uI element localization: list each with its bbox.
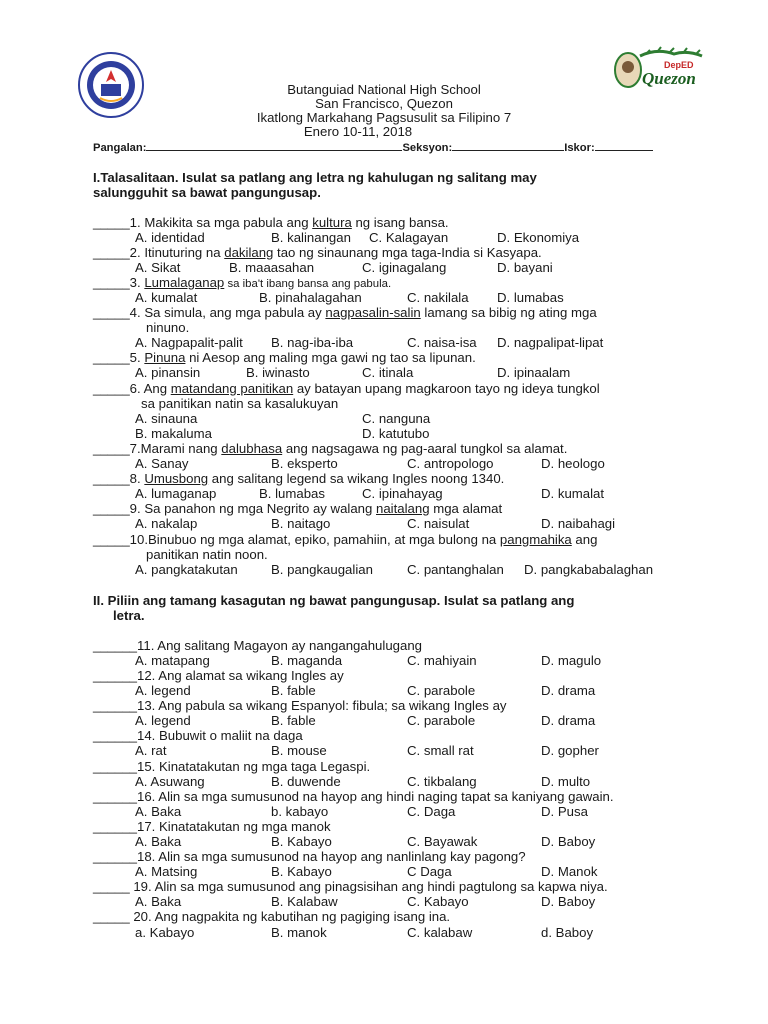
school-name: Butanguiad National High School <box>287 82 481 97</box>
score-field[interactable] <box>595 140 653 151</box>
name-label: Pangalan: <box>93 142 147 154</box>
section-field[interactable] <box>452 140 564 151</box>
exam-title: Ikatlong Markahang Pagsusulit sa Filipino 7 <box>256 110 512 125</box>
student-info-fields <box>93 140 653 155</box>
svg-text:DepED: DepED <box>664 60 694 70</box>
name-field[interactable] <box>146 140 402 151</box>
score-label: Iskor: <box>564 142 595 154</box>
section-label: Seksyon: <box>402 142 453 154</box>
part1-title: I.Talasalitaan. Isulat sa patlang ang letra ng kahulugan ng salitang may salungguhit sa bawat pangungusap. <box>93 170 537 200</box>
school-location: San Francisco, Quezon <box>315 96 453 111</box>
part2-title: II. Piliin ang tamang kasagutan ng bawat pangungusap. Isulat sa patlang ang letra. <box>93 593 575 623</box>
svg-text:Quezon: Quezon <box>642 69 696 88</box>
exam-page: DepED Quezon Butanguiad National High School San Francisco, Quezon Ikatlong Markahang Pagsusulit sa Filipino 7 Enero 10-11, 2018 Pangalan: Seksyon: Iskor: I.Talasalitaan. Isulat sa patlang ang letra ng kahulugan ng salitang may salungguhit sa bawat pangungusap. _____1. Makikita sa mga pabula ang kultura ng isang bansa. A. identidad B. kalinangan C. Kalagayan D. Ekonomiya _____2. Itinuturing na dakilang tao ng sinaunang mga taga-India si Kasyapa. A. Sikat B. maaasahan C. iginagalang D. bayani _____3. Lumalaganap sa iba't ibang bansa ang pabula. A. kumalat B. pinahalagahan C. nakilala D. lumabas _____4. Sa simula, ang mga pabula ay nagpasalin-salin lamang sa bibig ng ating mga ninuno. A. Nagpapalit-palit B. nag-iba-iba C. naisa-isa D. nagpalipat-lipat _____5. Pinuna ni Aesop ang maling mga gawi ng tao sa lipunan. A. pinansin B. iwinasto C. itinala D. ipinaalam _____6. Ang matandang panitikan ay batayan upang magkaroon tayo ng ideya tungkol sa panitikan natin sa kasalukuyan A. sinauna C. nanguna B. makaluma D. katutubo _____7.Marami nang dalubhasa ang nagsagawa ng pag-aaral tungkol sa alamat. A. Sanay B. eksperto C. antropologo D. heologo _____8. Umusbong ang salitang legend sa wikang Ingles noong 1340. A. lumaganap B. lumabas C. ipinahayag D. kumalat _____9. Sa panahon ng mga Negrito ay walang naitalang mga alamat A. nakalap B. naitago C. naisulat D. naibahagi _____10.Binubuo ng mga alamat, epiko, pamahiin, at mga bulong na pangmahika ang panitikan natin noon. A. pangkatakutan B. pangkaugalian C. pantanghalan D. pangkababalaghan II. Piliin ang tamang kasagutan ng bawat pangungusap. Isulat sa patlang ang letra. ______11. Ang salitang Magayon ay nangangahulugang A. matapang B. maganda C. mahiyain D. magulo ______12. Ang alamat sa wikang Ingles ay A. legend B. fable C. parabole D. drama ______13. Ang pabula sa wikang Espanyol: fibula; sa wikang Ingles ay A. legend B. fable C. parabole D. drama ______14. Bubuwit o maliit na daga A. rat B. mouse C. small rat D. gopher ______15. Kinatatakutan ng mga taga Legaspi. A. Asuwang B. duwende C. tikbalang D. multo ______16. Alin sa mga sumusunod na hayop ang hindi naging tapat sa kaniyang gawain. A. Baka b. kabayo C. Daga D. Pusa ______17. Kinatatakutan ng mga manok A. Baka B. Kabayo C. Bayawak D. Baboy ______18. Alin sa mga sumusunod na hayop ang nanlinlang kay pagong? A. Matsing B. Kabayo C Daga D. Manok _____ 19. Alin sa mga sumusunod ang pinagsisihan ang hindi pagtulong sa kapwa niya. A. Baka B. Kalabaw C. Kabayo D. Baboy _____ 20. Ang nagpakita ng kabutihan ng pagiging isang ina. a. Kabayo B. manok C. kalabaw d. Baboy <box>0 0 768 1024</box>
exam-date: Enero 10-11, 2018 <box>303 124 413 139</box>
